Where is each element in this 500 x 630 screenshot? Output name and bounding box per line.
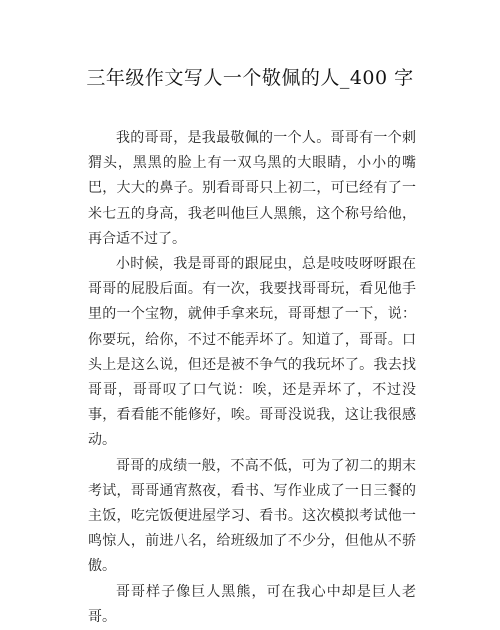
document-body [88,126,416,630]
paragraph-4: 哥哥样子像巨人黑熊，可在我心中却是巨人老哥。 [88,583,416,625]
paragraph-2: 小时候，我是哥哥的跟屁虫，总是吱吱呀呀跟在哥哥的屁股后面。有一次，我要找哥哥玩，看见他手里的一个宝物，就伸手拿来玩，哥哥想了一下，说：你要玩，给你，不过不能弄坏了。知道了，哥哥。口头上是这么说，但还是被不争气的我玩坏了。我去找哥哥，哥哥叹了口气说：唉，还是弄坏了，不过没事，看看能不能修好，唉。哥哥没说我，这让我很感动。 [88,256,416,449]
paragraph-3: 哥哥的成绩一般，不高不低，可为了初二的期末考试，哥哥通宵熬夜，看书、写作业成了一日三餐的主饭，吃完饭便进屋学习、看书。这次模拟考试他一鸣惊人，前进八名，给班级加了不少分，但他从不骄傲。 [88,457,416,575]
document-title: 三年级作文写人一个敬佩的人_400 字 [86,67,414,89]
paragraph-1: 我的哥哥，是我最敬佩的一个人。哥哥有一个刺猬头，黑黑的脸上有一双乌黑的大眼睛，小小的嘴巴，大大的鼻子。别看哥哥只上初二，可已经有了一米七五的身高，我老叫他巨人黑熊，这个称号给他，再合适不过了。 [88,130,416,247]
